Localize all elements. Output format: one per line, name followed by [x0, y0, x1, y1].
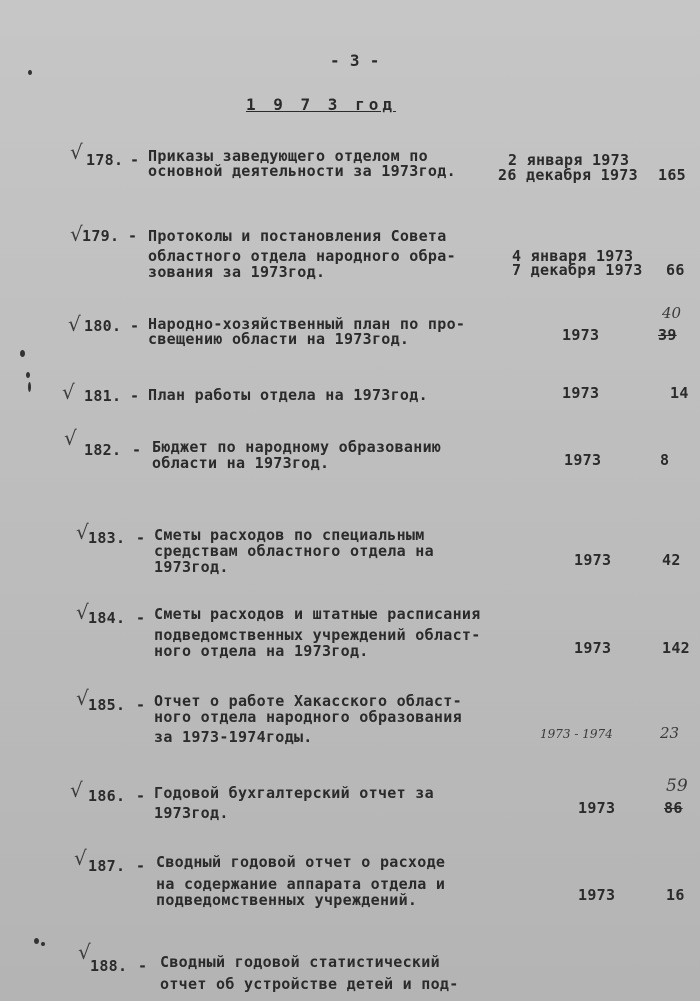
entry-title-line: Сводный годовой отчет о расходе	[156, 853, 446, 871]
entry-number: 183.	[88, 529, 126, 547]
entry-title-line: областного отдела народного обра-	[148, 247, 456, 265]
check-mark: √	[64, 426, 77, 450]
entry-number: 186.	[88, 787, 126, 805]
entry-date: 1973	[562, 384, 600, 402]
page-number: - 3 -	[330, 51, 380, 70]
entry-date: 1973	[578, 886, 616, 904]
check-mark: √	[70, 140, 83, 164]
entry-sheet-count-struck: 39	[658, 326, 677, 344]
entry-dash: -	[136, 696, 146, 714]
check-mark: √	[74, 846, 87, 870]
entry-sheet-count: 16	[666, 886, 685, 904]
entry-title-line: ного отдела на 1973год.	[154, 642, 369, 660]
entry-dash: -	[136, 609, 146, 627]
entry-dash: -	[138, 957, 148, 975]
margin-speck	[20, 350, 25, 357]
entry-sheet-count: 42	[662, 551, 681, 569]
margin-speck	[34, 938, 39, 944]
entry-date: 1973	[574, 551, 612, 569]
entry-number: 180.	[84, 317, 122, 335]
entry-sheet-count: 142	[662, 639, 690, 657]
entry-date: 1973	[574, 639, 612, 657]
entry-number: 187.	[88, 857, 126, 875]
entry-number: 181.	[84, 387, 122, 405]
entry-sheet-count: 66	[666, 261, 685, 279]
entry-title-line: на содержание аппарата отдела и	[156, 875, 446, 893]
entry-title-line: средствам областного отдела на	[154, 542, 434, 560]
entry-title-line: Отчет о работе Хакасского област-	[154, 692, 462, 710]
check-mark: √	[78, 940, 91, 964]
entry-date: 4 января 1973	[512, 247, 634, 265]
entry-date: 2 января 1973	[508, 151, 630, 169]
handwritten-corrected-count: 40	[662, 304, 682, 322]
entry-date: 1973	[578, 799, 616, 817]
entry-number: 178.	[86, 151, 124, 169]
entry-number: 184.	[88, 609, 126, 627]
entry-title-line: Протоколы и постановления Совета	[148, 227, 447, 245]
entry-title-line: подведомственных учреждений област-	[154, 626, 481, 644]
check-mark: √	[70, 222, 83, 246]
entry-title-line: отчет об устройстве детей и под-	[160, 975, 459, 993]
check-mark: √	[62, 380, 75, 404]
entry-dash: -	[132, 441, 142, 459]
entry-title-line: Сметы расходов по специальным	[154, 526, 425, 544]
entry-title-line: свещению области на 1973год.	[148, 330, 410, 348]
check-mark: √	[76, 686, 89, 710]
margin-speck	[28, 70, 32, 75]
entry-title-line: Сметы расходов и штатные расписания	[154, 605, 481, 623]
check-mark: √	[70, 778, 83, 802]
entry-date: 1973	[562, 326, 600, 344]
entry-date: 1973	[564, 451, 602, 469]
entry-dash: -	[136, 529, 146, 547]
entry-title-line: Народно-хозяйственный план по про-	[148, 315, 466, 333]
handwritten-corrected-count: 59	[666, 776, 688, 796]
entry-title-line: Приказы заведующего отделом по	[148, 147, 428, 165]
entry-dash: -	[130, 317, 140, 335]
entry-title-line: подведомственных учреждений.	[156, 891, 418, 909]
margin-speck	[26, 372, 30, 378]
entry-title-line: План работы отдела на 1973год.	[148, 386, 428, 404]
entry-title-line: за 1973-1974годы.	[154, 728, 313, 746]
margin-speck	[28, 382, 31, 392]
entry-sheet-count: 14	[670, 384, 689, 402]
check-mark: √	[76, 600, 89, 624]
entry-dash: -	[136, 857, 146, 875]
entry-title-line: ного отдела народного образования	[154, 708, 462, 726]
entry-dash: -	[136, 787, 146, 805]
entry-title-line: зования за 1973год.	[148, 263, 326, 281]
entry-date: 26 декабря 1973	[498, 166, 638, 184]
entry-title-line: Сводный годовой статистический	[160, 953, 440, 971]
check-mark: √	[76, 520, 89, 544]
entry-dash: -	[128, 227, 138, 245]
entry-number: 182.	[84, 441, 122, 459]
entry-sheet-count: 8	[660, 451, 670, 469]
entry-sheet-count: 165	[658, 166, 686, 184]
entry-title-line: 1973год.	[154, 804, 229, 822]
entry-title-line: основной деятельности за 1973год.	[148, 162, 456, 180]
handwritten-date: 1973 - 1974	[540, 727, 613, 741]
entry-title-line: области на 1973год.	[152, 454, 330, 472]
margin-speck	[41, 942, 45, 946]
entry-sheet-count-struck: 86	[664, 799, 683, 817]
entry-number: 179.	[82, 227, 120, 245]
entry-number: 188.	[90, 957, 128, 975]
check-mark: √	[68, 312, 81, 336]
entry-dash: -	[130, 151, 140, 169]
entry-title-line: Годовой бухгалтерский отчет за	[154, 784, 434, 802]
entry-dash: -	[130, 387, 140, 405]
section-year-title: 1 9 7 3 год	[246, 95, 396, 114]
entry-title-line: Бюджет по народному образованию	[152, 438, 442, 456]
handwritten-sheet-count: 23	[660, 724, 680, 742]
entry-number: 185.	[88, 696, 126, 714]
entry-date: 7 декабря 1973	[512, 261, 643, 279]
entry-title-line: 1973год.	[154, 558, 229, 576]
